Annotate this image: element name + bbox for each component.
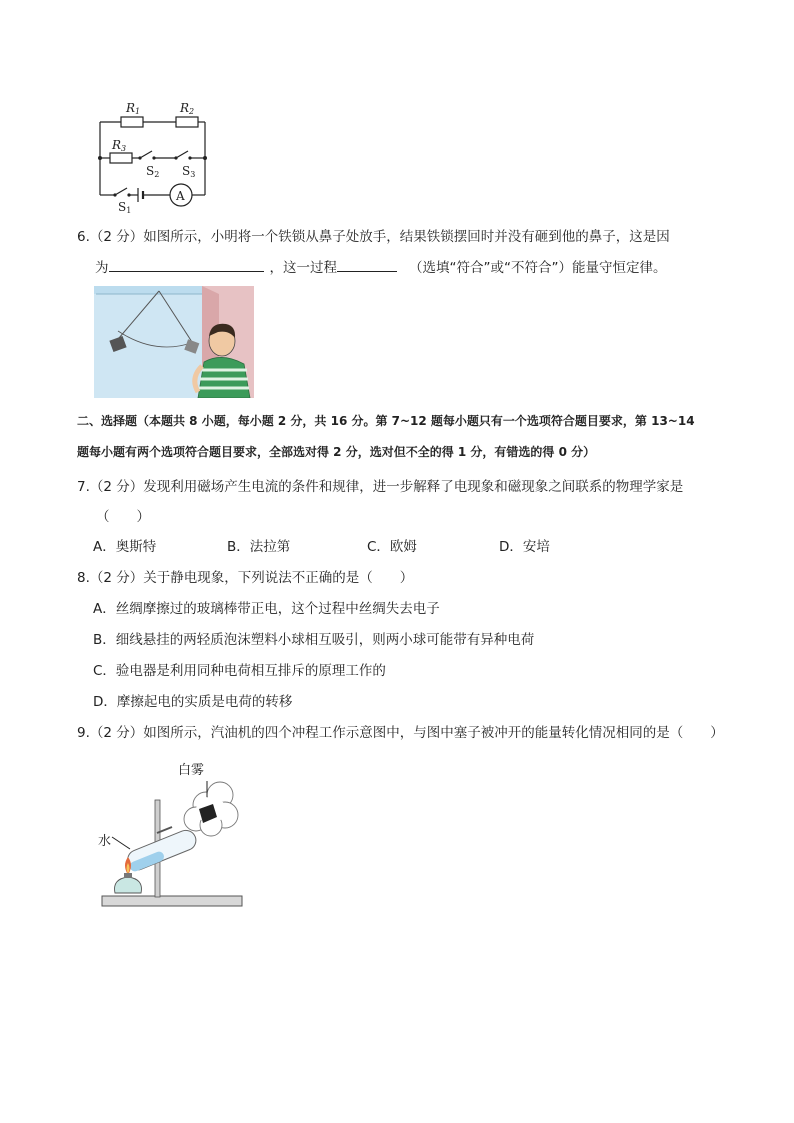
section2-heading-line1: 二、选择题（本题共 8 小题，每小题 2 分，共 16 分。第 7~12 题每小题只有一个选项符合题目要求，第 13~14: [77, 414, 695, 428]
q6-score: （2 分）: [89, 229, 144, 245]
q7-option-c[interactable]: C．欧姆: [367, 539, 417, 555]
q7-answer-paren: （ ）: [96, 509, 150, 525]
circuit-diagram: [90, 95, 220, 215]
r3-label: R3: [112, 138, 127, 153]
q6-line1: [77, 227, 670, 247]
pendulum-illustration: [94, 286, 254, 398]
q6-number: 6.: [77, 229, 90, 245]
q6-blank-2[interactable]: [337, 257, 397, 272]
r2-label: R2: [180, 101, 195, 116]
r1-label: R1: [126, 101, 141, 116]
q7-stem: 发现利用磁场产生电流的条件和规律，进一步解释了电现象和磁现象之间联系的物理学家是: [143, 479, 684, 495]
q8-stem: 关于静电现象，下列说法不正确的是（ ）: [143, 570, 414, 586]
section2-heading-line2: 题每小题有两个选项符合题目要求，全部选对得 2 分，选对但不全的得 1 分，有错选的得 0 分）: [77, 445, 596, 459]
q9-stem: 如图所示，汽油机的四个冲程工作示意图中，与图中塞子被冲开的能量转化情况相同的是（ ）: [143, 725, 724, 741]
fog-label: 白雾: [178, 763, 205, 778]
q6-stem: 如图所示，小明将一个铁锁从鼻子处放手，结果铁锁摆回时并没有砸到他的鼻子，这是因: [143, 229, 670, 245]
s3-label: S3: [182, 164, 196, 179]
s1-label: S1: [118, 200, 132, 215]
q8-option-b[interactable]: B．细线悬挂的两轻质泡沫塑料小球相互吸引，则两小球可能带有异种电荷: [93, 632, 535, 648]
q6-line2: 为 ，这一过程 （选填“符合”或“不符合”）能量守恒定律。: [95, 257, 666, 278]
q7-option-b[interactable]: B．法拉第: [227, 539, 291, 555]
q7-line1: 7.（2 分）发现利用磁场产生电流的条件和规律，进一步解释了电现象和磁现象之间联系的物理学家是: [77, 479, 684, 495]
q8-option-d[interactable]: D．摩擦起电的实质是电荷的转移: [93, 694, 293, 710]
s2-label: S2: [146, 164, 160, 179]
q7-option-d[interactable]: D．安培: [499, 539, 550, 555]
test-tube-experiment: [94, 753, 254, 913]
q8-option-a[interactable]: A．丝绸摩擦过的玻璃棒带正电，这个过程中丝绸失去电子: [93, 601, 440, 617]
q8-option-c[interactable]: C．验电器是利用同种电荷相互排斥的原理工作的: [93, 663, 386, 679]
q9-line1: 9.（2 分）如图所示，汽油机的四个冲程工作示意图中，与图中塞子被冲开的能量转化情况相同的是（ ）: [77, 725, 724, 741]
water-label: 水: [98, 834, 112, 849]
ammeter-label: A: [176, 189, 185, 203]
q6-blank-1[interactable]: [109, 257, 264, 272]
q8-line1: 8.（2 分）关于静电现象，下列说法不正确的是（ ）: [77, 570, 414, 586]
q7-option-a[interactable]: A．奥斯特: [93, 539, 157, 555]
